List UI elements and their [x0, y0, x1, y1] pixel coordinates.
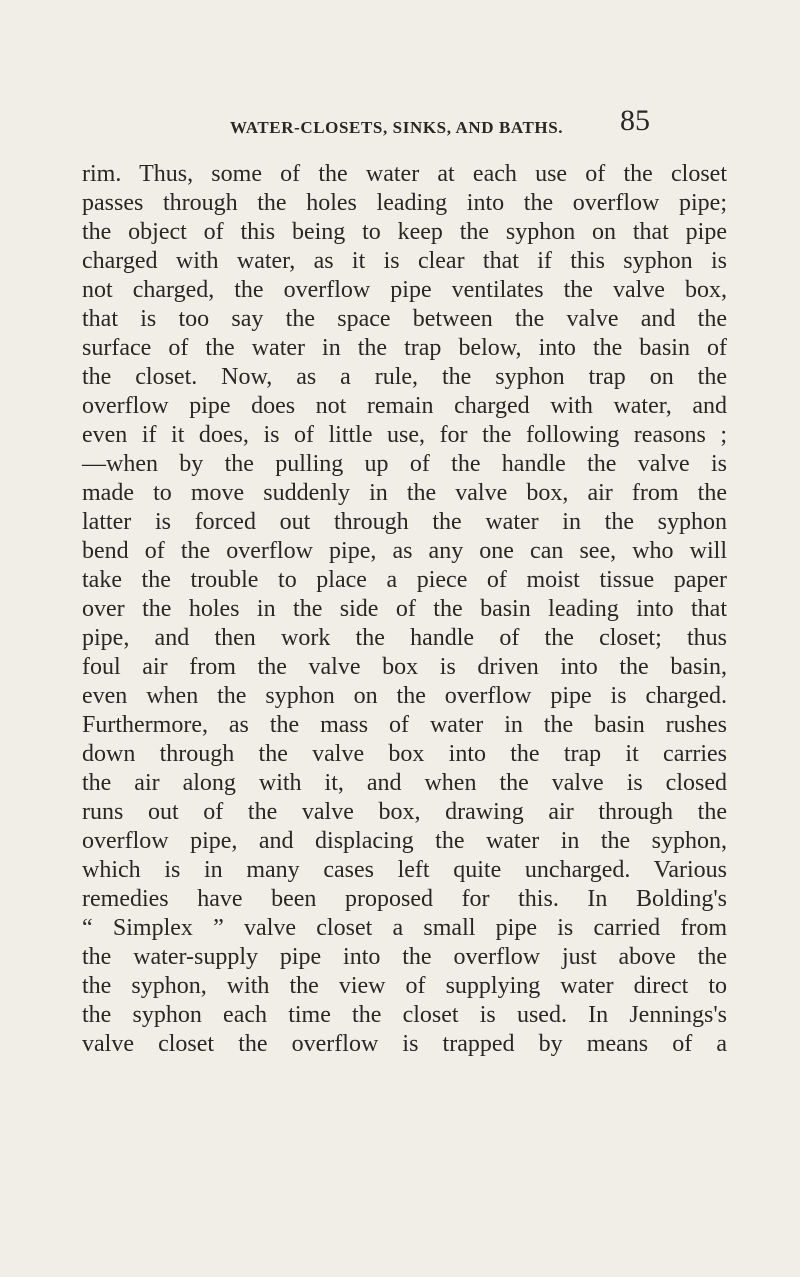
text-line: take the trouble to place a piece of moist tissue paper: [82, 567, 727, 593]
text-line: that is too say the space between the valve and the: [82, 306, 727, 332]
text-line: runs out of the valve box, drawing air through the: [82, 799, 727, 825]
text-line: charged with water, as it is clear that if this syphon is: [82, 248, 727, 274]
page-number: 85: [620, 104, 650, 137]
text-line: bend of the overflow pipe, as any one can see, who will: [82, 538, 727, 564]
text-line: the water-supply pipe into the overflow just above the: [82, 944, 727, 970]
text-line: made to move suddenly in the valve box, air from the: [82, 480, 727, 506]
text-line: valve closet the overflow is trapped by means of a: [82, 1031, 727, 1057]
text-line: rim. Thus, some of the water at each use of the closet: [82, 161, 727, 187]
text-line: overflow pipe, and displacing the water in the syphon,: [82, 828, 727, 854]
text-line: remedies have been proposed for this. In Bolding's: [82, 886, 727, 912]
text-line: the air along with it, and when the valve is closed: [82, 770, 727, 796]
running-head: [0, 104, 800, 144]
text-line: the closet. Now, as a rule, the syphon trap on the: [82, 364, 727, 390]
text-line: the syphon, with the view of supplying water direct to: [82, 973, 727, 999]
running-head-title: WATER-CLOSETS, SINKS, AND BATHS.: [230, 118, 564, 137]
text-line: over the holes in the side of the basin leading into that: [82, 596, 727, 622]
text-line: surface of the water in the trap below, into the basin of: [82, 335, 727, 361]
text-line: even if it does, is of little use, for the following reasons ;: [82, 422, 727, 448]
text-line: foul air from the valve box is driven into the basin,: [82, 654, 727, 680]
text-line: which is in many cases left quite uncharged. Various: [82, 857, 727, 883]
text-line: the syphon each time the closet is used. In Jennings's: [82, 1002, 727, 1028]
text-line: latter is forced out through the water in the syphon: [82, 509, 727, 535]
text-line: overflow pipe does not remain charged with water, and: [82, 393, 727, 419]
text-line: Furthermore, as the mass of water in the basin rushes: [82, 712, 727, 738]
text-line: —when by the pulling up of the handle the valve is: [82, 451, 727, 477]
text-line: “ Simplex ” valve closet a small pipe is carried from: [82, 915, 727, 941]
text-line: the object of this being to keep the syphon on that pipe: [82, 219, 727, 245]
text-line: even when the syphon on the overflow pipe is charged.: [82, 683, 727, 709]
body-paragraph: [82, 160, 727, 1059]
text-line: not charged, the overflow pipe ventilates the valve box,: [82, 277, 727, 303]
text-line: pipe, and then work the handle of the closet; thus: [82, 625, 727, 651]
text-line: passes through the holes leading into the overflow pipe;: [82, 190, 727, 216]
text-line: down through the valve box into the trap it carries: [82, 741, 727, 767]
